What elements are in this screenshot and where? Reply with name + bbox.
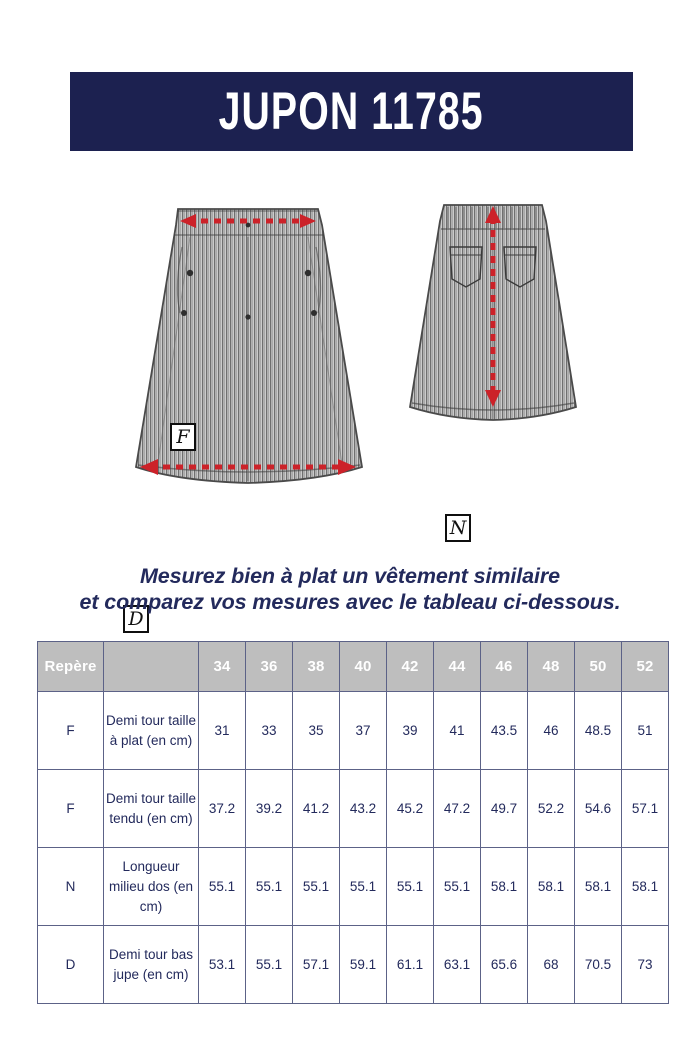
cell-value: 54.6 (575, 770, 622, 848)
cell-value: 43.2 (340, 770, 387, 848)
size-chart-table (37, 641, 669, 1004)
cell-value: 55.1 (434, 848, 481, 926)
cell-value: 55.1 (246, 848, 293, 926)
cell-value: 35 (293, 692, 340, 770)
cell-value: 70.5 (575, 926, 622, 1004)
row-label: Demi tour taille tendu (en cm) (104, 770, 199, 848)
header-size-50: 50 (575, 642, 622, 692)
cell-value: 65.6 (481, 926, 528, 1004)
header-size-46: 46 (481, 642, 528, 692)
cell-value: 55.1 (340, 848, 387, 926)
cell-value: 58.1 (622, 848, 669, 926)
header-size-52: 52 (622, 642, 669, 692)
cell-value: 48.5 (575, 692, 622, 770)
marker-label-D: D (123, 605, 149, 633)
cell-value: 37.2 (199, 770, 246, 848)
cell-value: 55.1 (387, 848, 434, 926)
cell-value: 41 (434, 692, 481, 770)
marker-label-F: F (170, 423, 196, 451)
header-size-48: 48 (528, 642, 575, 692)
cell-value: 59.1 (340, 926, 387, 1004)
header-size-36: 36 (246, 642, 293, 692)
cell-value: 33 (246, 692, 293, 770)
cell-value: 39 (387, 692, 434, 770)
cell-value: 58.1 (528, 848, 575, 926)
cell-value: 55.1 (246, 926, 293, 1004)
row-marker: N (38, 848, 104, 926)
cell-value: 39.2 (246, 770, 293, 848)
marker-label-N: N (445, 514, 471, 542)
header-size-40: 40 (340, 642, 387, 692)
row-label: Longueur milieu dos (en cm) (104, 848, 199, 926)
skirt-back-svg (398, 195, 588, 435)
cell-value: 63.1 (434, 926, 481, 1004)
header-measure (104, 642, 199, 692)
cell-value: 57.1 (622, 770, 669, 848)
page-title: JUPON 11785 (218, 82, 485, 141)
cell-value: 68 (528, 926, 575, 1004)
cell-value: 55.1 (293, 848, 340, 926)
header-size-38: 38 (293, 642, 340, 692)
cell-value: 47.2 (434, 770, 481, 848)
cell-value: 37 (340, 692, 387, 770)
cell-value: 61.1 (387, 926, 434, 1004)
skirt-front-illustration (118, 195, 378, 495)
table-header-row (38, 642, 669, 692)
row-marker: F (38, 692, 104, 770)
instructions-line-2: et comparez vos mesures avec le tableau ci-dessous. (79, 590, 621, 614)
cell-value: 55.1 (199, 848, 246, 926)
header-size-42: 42 (387, 642, 434, 692)
cell-value: 51 (622, 692, 669, 770)
cell-value: 58.1 (481, 848, 528, 926)
cell-value: 49.7 (481, 770, 528, 848)
cell-value: 43.5 (481, 692, 528, 770)
table-row (38, 848, 669, 926)
row-marker: F (38, 770, 104, 848)
row-label: Demi tour taille à plat (en cm) (104, 692, 199, 770)
title-banner (70, 72, 633, 151)
cell-value: 52.2 (528, 770, 575, 848)
skirt-back-illustration (398, 195, 588, 435)
table-row (38, 770, 669, 848)
skirt-front-svg (118, 195, 378, 495)
header-size-44: 44 (434, 642, 481, 692)
cell-value: 46 (528, 692, 575, 770)
header-marker: Repère (38, 642, 104, 692)
cell-value: 73 (622, 926, 669, 1004)
cell-value: 41.2 (293, 770, 340, 848)
instructions-line-1: Mesurez bien à plat un vêtement similaire (139, 564, 561, 588)
cell-value: 57.1 (293, 926, 340, 1004)
table-row (38, 692, 669, 770)
header-size-34: 34 (199, 642, 246, 692)
cell-value: 31 (199, 692, 246, 770)
cell-value: 58.1 (575, 848, 622, 926)
table-row (38, 926, 669, 1004)
row-label: Demi tour bas jupe (en cm) (104, 926, 199, 1004)
cell-value: 45.2 (387, 770, 434, 848)
measurement-instructions (0, 563, 700, 615)
cell-value: 53.1 (199, 926, 246, 1004)
row-marker: D (38, 926, 104, 1004)
